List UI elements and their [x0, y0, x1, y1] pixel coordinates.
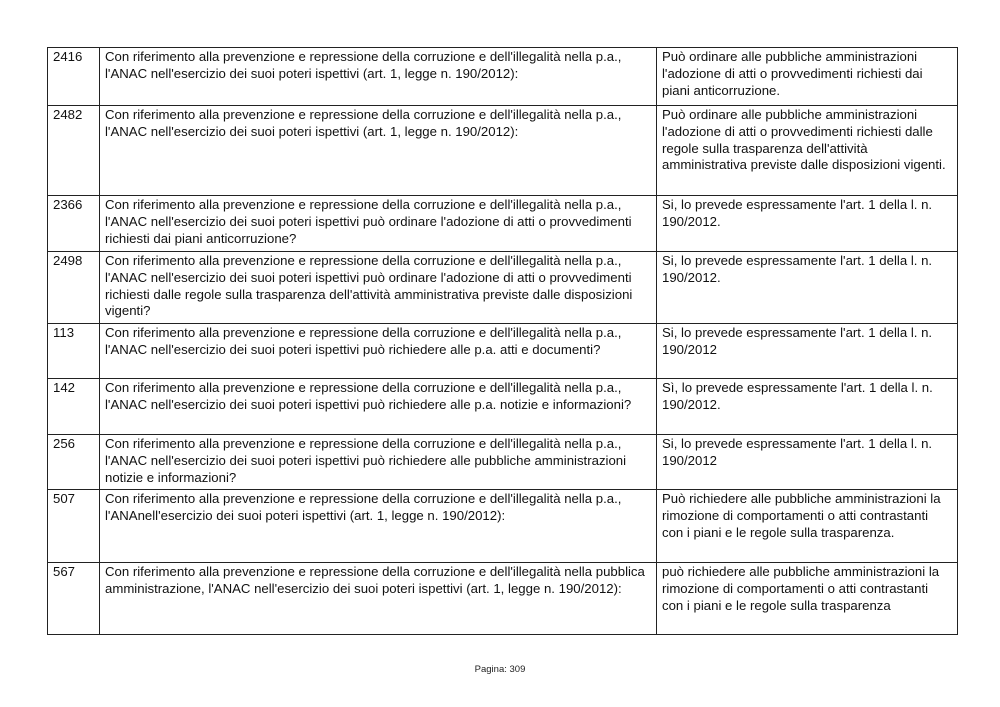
answer-text: Sì, lo prevede espressamente l'art. 1 della l. n. 190/2012. — [657, 379, 958, 435]
answer-text: Si, lo prevede espressamente l'art. 1 della l. n. 190/2012. — [657, 196, 958, 252]
table-row — [48, 48, 958, 106]
question-text: Con riferimento alla prevenzione e repressione della corruzione e dell'illegalità nella p.a., l'ANAC nell'esercizio dei suoi poteri ispettivi può richiedere alle p.a. atti e documenti? — [100, 324, 657, 379]
table-row — [48, 106, 958, 196]
question-id: 567 — [48, 563, 100, 635]
page-number: Pagina: 309 — [474, 664, 526, 675]
question-text: Con riferimento alla prevenzione e repressione della corruzione e dell'illegalità nella p.a., l'ANAC nell'esercizio dei suoi poteri ispettivi può ordinare l'adozione di atti o provvedimenti richiesti dalle regole sulla trasparenza dell'attività amministrativa previste dalle disposizioni vigenti? — [100, 252, 657, 324]
answer-text: Può richiedere alle pubbliche amministrazioni la rimozione di comportamenti o atti contrastanti con i piani e le regole sulla trasparenza. — [657, 490, 958, 563]
answer-text: può richiedere alle pubbliche amministrazioni la rimozione di comportamenti o atti contrastanti con i piani e le regole sulla trasparenza — [657, 563, 958, 635]
question-id: 2366 — [48, 196, 100, 252]
answer-text: Si, lo prevede espressamente l'art. 1 della l. n. 190/2012 — [657, 435, 958, 490]
table-row — [48, 563, 958, 635]
table-row — [48, 324, 958, 379]
table-row — [48, 252, 958, 324]
question-text: Con riferimento alla prevenzione e repressione della corruzione e dell'illegalità nella p.a., l'ANAnell'esercizio dei suoi poteri ispettivi (art. 1, legge n. 190/2012): — [100, 490, 657, 563]
question-text: Con riferimento alla prevenzione e repressione della corruzione e dell'illegalità nella p.a., l'ANAC nell'esercizio dei suoi poteri ispettivi (art. 1, legge n. 190/2012): — [100, 48, 657, 106]
questions-table — [47, 47, 958, 635]
answer-text: Può ordinare alle pubbliche amministrazioni l'adozione di atti o provvedimenti richiesti dalle regole sulla trasparenza dell'attività amministrativa previste dalle disposizioni vigenti. — [657, 106, 958, 196]
table-row — [48, 379, 958, 435]
question-id: 142 — [48, 379, 100, 435]
question-id: 113 — [48, 324, 100, 379]
table-row — [48, 490, 958, 563]
table-row — [48, 435, 958, 490]
question-text: Con riferimento alla prevenzione e repressione della corruzione e dell'illegalità nella p.a., l'ANAC nell'esercizio dei suoi poteri ispettivi può richiedere alle p.a. notizie e informazioni? — [100, 379, 657, 435]
question-text: Con riferimento alla prevenzione e repressione della corruzione e dell'illegalità nella pubblica amministrazione, l'ANAC nell'esercizio dei suoi poteri ispettivi (art. 1, legge n. 190/2012): — [100, 563, 657, 635]
answer-text: Può ordinare alle pubbliche amministrazioni l'adozione di atti o provvedimenti richiesti dai piani anticorruzione. — [657, 48, 958, 106]
question-id: 2498 — [48, 252, 100, 324]
question-id: 256 — [48, 435, 100, 490]
answer-text: Si, lo prevede espressamente l'art. 1 della l. n. 190/2012 — [657, 324, 958, 379]
question-id: 507 — [48, 490, 100, 563]
question-text: Con riferimento alla prevenzione e repressione della corruzione e dell'illegalità nella p.a., l'ANAC nell'esercizio dei suoi poteri ispettivi (art. 1, legge n. 190/2012): — [100, 106, 657, 196]
question-id: 2416 — [48, 48, 100, 106]
question-text: Con riferimento alla prevenzione e repressione della corruzione e dell'illegalità nella p.a., l'ANAC nell'esercizio dei suoi poteri ispettivi può richiedere alle pubbliche amministrazioni notizie e informazioni? — [100, 435, 657, 490]
answer-text: Si, lo prevede espressamente l'art. 1 della l. n. 190/2012. — [657, 252, 958, 324]
table-row — [48, 196, 958, 252]
question-text: Con riferimento alla prevenzione e repressione della corruzione e dell'illegalità nella p.a., l'ANAC nell'esercizio dei suoi poteri ispettivi può ordinare l'adozione di atti o provvedimenti richiesti dai piani anticorruzione? — [100, 196, 657, 252]
question-id: 2482 — [48, 106, 100, 196]
